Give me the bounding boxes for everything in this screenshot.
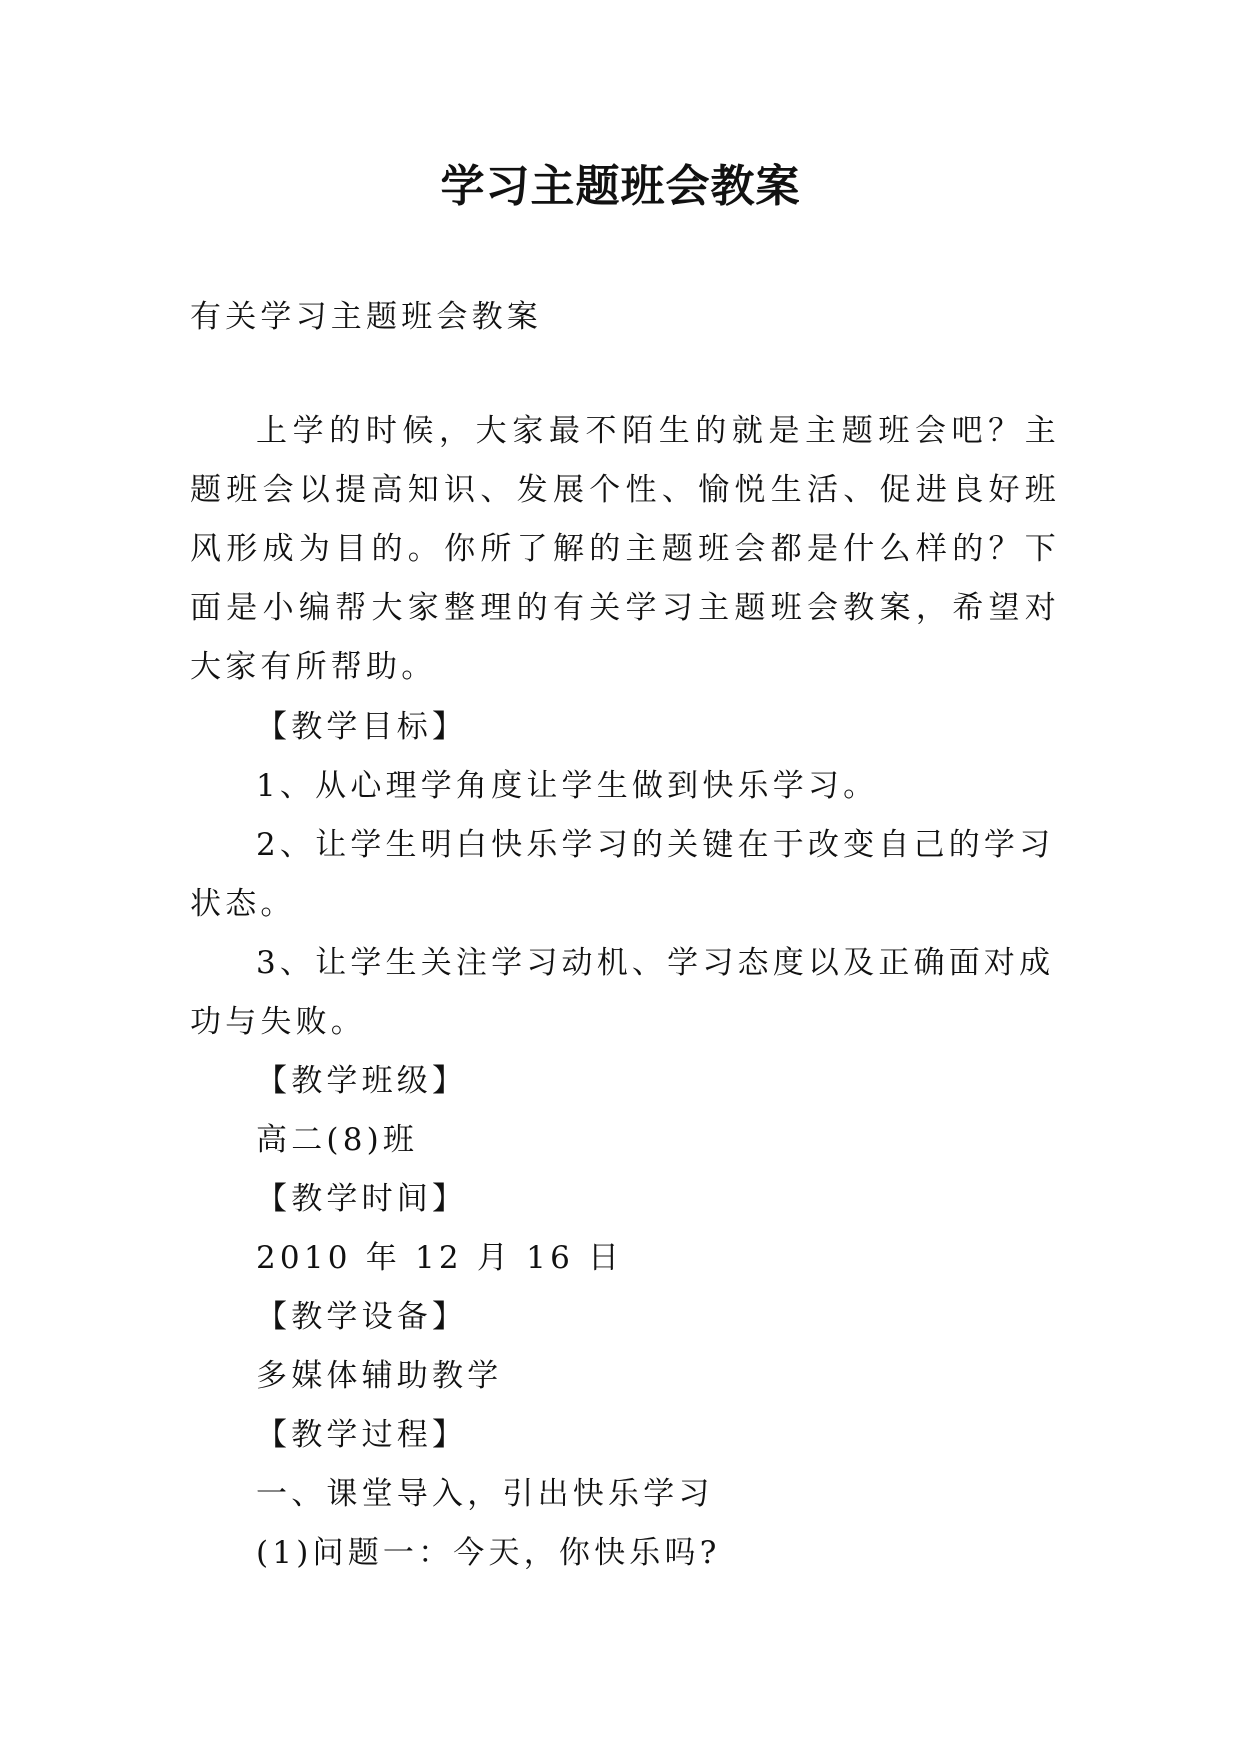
goal-item-2: 2、让学生明白快乐学习的关键在于改变自己的学习状态。	[190, 827, 1055, 922]
goals-heading: 【教学目标】	[256, 709, 468, 745]
equipment-heading: 【教学设备】	[256, 1299, 468, 1335]
class-value: 高二(8)班	[256, 1122, 419, 1158]
document-title: 学习主题班会教案	[440, 161, 801, 212]
document-subtitle: 有关学习主题班会教案	[190, 299, 542, 335]
intro-paragraph: 上学的时候，大家最不陌生的就是主题班会吧？主题班会以提高知识、发展个性、愉悦生活、促进良好班风形成为目的。你所了解的主题班会都是什么样的？下面是小编帮大家整理的有关学习主题班会教案，希望对大家有所帮助。	[190, 413, 1060, 685]
time-heading: 【教学时间】	[256, 1181, 468, 1217]
process-heading: 【教学过程】	[256, 1417, 468, 1453]
goal-item-3: 3、让学生关注学习动机、学习态度以及正确面对成功与失败。	[190, 945, 1055, 1040]
class-heading: 【教学班级】	[256, 1063, 468, 1099]
lesson-plan-content	[190, 698, 1060, 1583]
process-step-1: 一、课堂导入，引出快乐学习	[256, 1476, 714, 1512]
time-value: 2010 年 12 月 16 日	[256, 1240, 624, 1276]
equipment-value: 多媒体辅助教学	[256, 1358, 503, 1394]
process-question-1: (1)问题一：今天，你快乐吗?	[256, 1535, 721, 1571]
goal-item-1: 1、从心理学角度让学生做到快乐学习。	[256, 768, 879, 804]
